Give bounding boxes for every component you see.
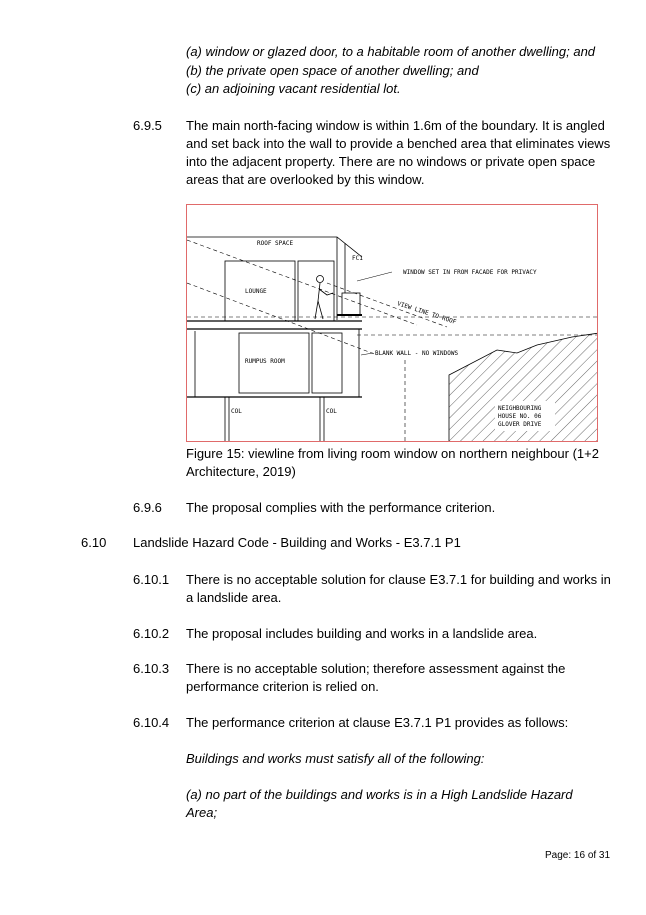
view-line-upper	[187, 240, 417, 325]
bench-window	[342, 293, 360, 315]
paragraph-6-9-5-line-4: areas that are overlooked by this window.	[186, 172, 425, 187]
paragraph-6-9-5-line-2: and set back into the wall to provide a benched area that eliminates views	[186, 136, 611, 151]
quote-item-a-line-2: Area;	[186, 805, 218, 820]
paragraph-6-10-3-line-1: There is no acceptable solution; therefore assessment against the	[186, 661, 566, 676]
section-heading-6-10: Landslide Hazard Code - Building and Works - E3.7.1 P1	[133, 535, 461, 550]
label-fc1: FC1	[352, 255, 363, 262]
section-number-6-9-5: 6.9.5	[133, 118, 162, 133]
section-number-6-10-2: 6.10.2	[133, 626, 170, 641]
section-number-6-10-3: 6.10.3	[133, 661, 170, 676]
section-number-6-10-1: 6.10.1	[133, 572, 170, 587]
label-roof-space: ROOF SPACE	[257, 240, 294, 247]
person-head	[317, 276, 324, 283]
paragraph-6-9-6: The proposal complies with the performance criterion.	[186, 500, 496, 515]
intro-item-a: (a) window or glazed door, to a habitable room of another dwelling; and	[186, 44, 596, 59]
intro-item-b: (b) the private open space of another dwelling; and	[186, 63, 479, 78]
section-number-6-9-6: 6.9.6	[133, 500, 162, 515]
label-col-1: COL	[231, 408, 242, 415]
label-view-line: VIEW LINE TO ROOF	[396, 300, 457, 326]
paragraph-6-10-3-line-2: performance criterion is relied on.	[186, 679, 379, 694]
section-number-6-10: 6.10	[81, 535, 107, 550]
section-number-6-10-4: 6.10.4	[133, 715, 170, 730]
paragraph-6-9-5-line-1: The main north-facing window is within 1.6m of the boundary. It is angled	[186, 118, 605, 133]
leader-window-note	[357, 272, 392, 281]
label-blank-wall: BLANK WALL - NO WINDOWS	[375, 350, 459, 357]
quote-lead: Buildings and works must satisfy all of the following:	[186, 751, 485, 766]
label-lounge: LOUNGE	[245, 288, 267, 295]
label-col-2: COL	[326, 408, 337, 415]
page-number: Page: 16 of 31	[545, 850, 611, 861]
person-body	[315, 283, 333, 319]
paragraph-6-10-1-line-2: a landslide area.	[186, 590, 282, 605]
label-neighbouring-1: NEIGHBOURING	[498, 405, 542, 412]
intro-item-c: (c) an adjoining vacant residential lot.	[186, 81, 401, 96]
quote-item-a-line-1: (a) no part of the buildings and works is in a High Landslide Hazard	[186, 787, 573, 802]
label-neighbouring-3: GLOVER DRIVE	[498, 421, 542, 428]
paragraph-6-10-2: The proposal includes building and works in a landslide area.	[186, 626, 538, 641]
label-rumpus-room: RUMPUS ROOM	[245, 358, 285, 365]
label-neighbouring-2: HOUSE NO. 06	[498, 413, 542, 420]
section-drawing	[187, 205, 598, 442]
figure-caption-line-2: Architecture, 2019)	[186, 464, 296, 479]
paragraph-6-10-1-line-1: There is no acceptable solution for clause E3.7.1 for building and works in	[186, 572, 611, 587]
section-drawing-figure	[186, 204, 598, 442]
paragraph-6-9-5-line-3: into the adjacent property. There are no windows or private open space	[186, 154, 596, 169]
figure-caption-line-1: Figure 15: viewline from living room window on northern neighbour (1+2	[186, 446, 599, 461]
label-window-note: WINDOW SET IN FROM FACADE FOR PRIVACY	[403, 269, 537, 276]
rumpus-window-right	[312, 333, 342, 393]
leader-blank-wall	[361, 353, 373, 355]
paragraph-6-10-4: The performance criterion at clause E3.7.1 P1 provides as follows:	[186, 715, 569, 730]
